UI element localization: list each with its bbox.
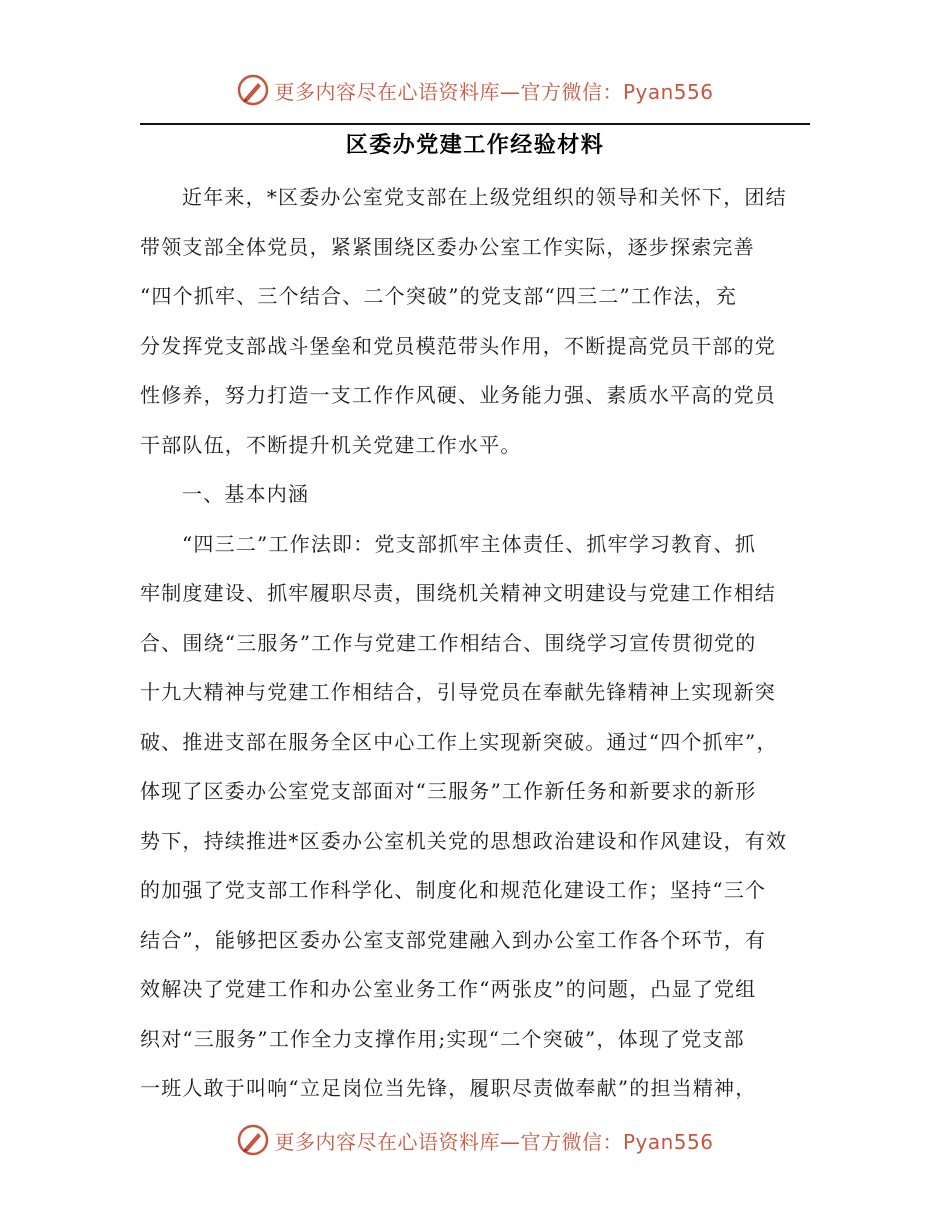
paragraph-line: 性修养，努力打造一支工作作风硬、业务能力强、素质水平高的党员 [140, 383, 776, 407]
paragraph-line: 牢制度建设、抓牢履职尽责，围绕机关精神文明建设与党建工作相结 [140, 581, 776, 605]
paragraph-line: “四个抓牢、三个结合、二个突破”的党支部“四三二”工作法，充 [140, 284, 737, 308]
pen-logo-icon [236, 1123, 270, 1157]
document-title: 区委办党建工作经验材料 [345, 133, 605, 158]
paragraph-line: 结合”，能够把区委办公室支部党建融入到办公室工作各个环节，有 [140, 927, 767, 952]
paragraph-line: 的加强了党支部工作科学化、制度化和规范化建设工作；坚持“三个 [140, 878, 767, 902]
paragraph-line: 合、围绕“三服务”工作与党建工作相结合、围绕学习宣传贯彻党的 [140, 630, 757, 655]
paragraph-line: 织对“三服务”工作全力支撑作用;实现“二个突破”，体现了党支部 [140, 1026, 745, 1051]
paragraph-line: 势下，持续推进*区委办公室机关党的思想政治建设和作风建设，有效 [140, 828, 788, 853]
document-body [140, 175, 810, 1116]
section-heading: 一、基本内涵 [182, 482, 310, 506]
paragraph-line: 体现了区委办公室党支部面对“三服务”工作新任务和新要求的新形 [140, 779, 757, 803]
paragraph-line: 近年来，*区委办公室党支部在上级党组织的领导和关怀下，团结 [182, 185, 787, 209]
pen-logo-icon [236, 73, 270, 107]
paragraph-line: “四三二”工作法即：党支部抓牢主体责任、抓牢学习教育、抓 [182, 531, 757, 556]
paragraph-line: 十九大精神与党建工作相结合，引导党员在奉献先锋精神上实现新突 [140, 680, 776, 704]
paragraph-line: 破、推进支部在服务全区中心工作上实现新突破。通过“四个抓牢”， [140, 729, 778, 754]
footer-banner-text: 更多内容尽在心语资料库—官方微信：Pyan556 [274, 1129, 714, 1154]
header-divider [140, 123, 810, 125]
paragraph-line: 效解决了党建工作和办公室业务工作“两张皮”的问题，凸显了党组 [140, 977, 757, 1001]
header-banner [0, 68, 950, 112]
paragraph-line: 带领支部全体党员，紧紧围绕区委办公室工作实际，逐步探索完善 [140, 234, 755, 259]
footer-banner [0, 1118, 950, 1162]
paragraph-line: 一班人敢于叫响“立足岗位当先锋，履职尽责做奉献”的担当精神， [140, 1076, 757, 1100]
paragraph-line: 分发挥党支部战斗堡垒和党员模范带头作用，不断提高党员干部的党 [140, 333, 776, 358]
header-banner-text: 更多内容尽在心语资料库—官方微信：Pyan556 [274, 79, 714, 104]
paragraph-line: 干部队伍，不断提升机关党建工作水平。 [140, 432, 522, 457]
